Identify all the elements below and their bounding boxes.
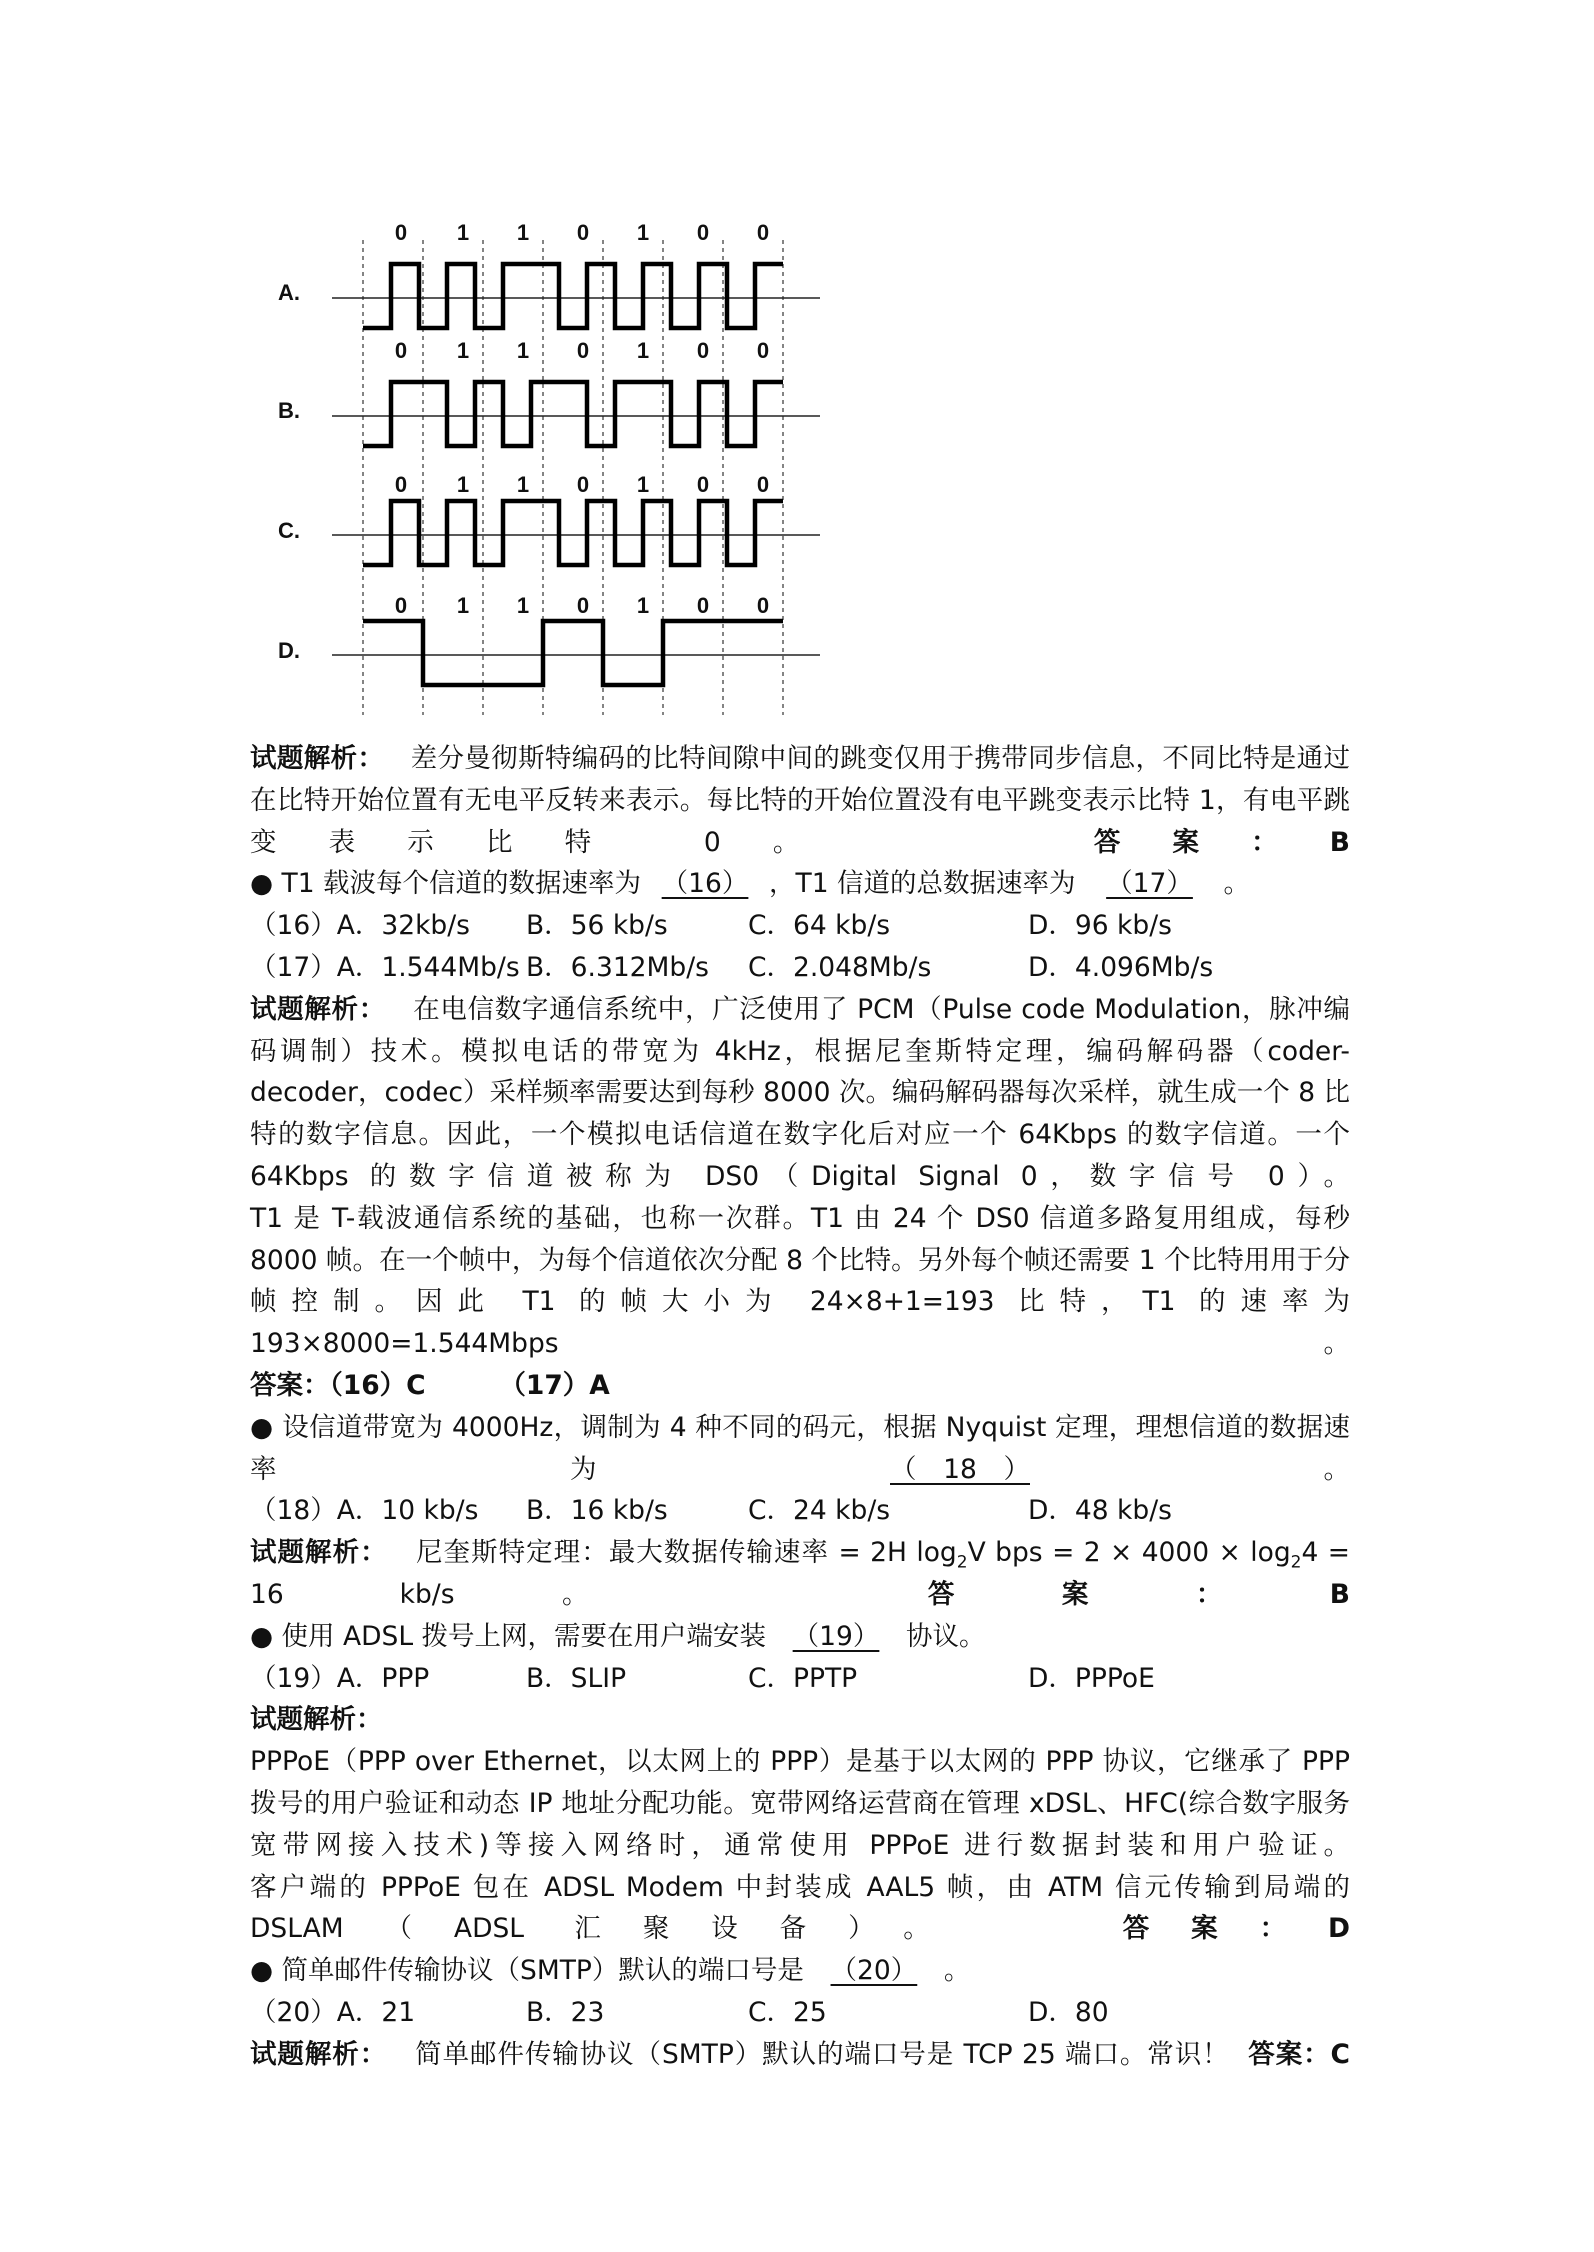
analysis-3: 试题解析： 尼奎斯特定理：最大数据传输速率 = 2H $\log_2V$ bps = $2 \times 4000 \times \log_24 = 16$ kb/s。 答案：B <box>250 1537 1351 1610</box>
answer: 答案：B <box>1093 826 1350 858</box>
waveform-d <box>363 621 783 685</box>
option-label-b: B. <box>278 398 300 423</box>
options-17 <box>250 947 1350 989</box>
question-text: ● 设信道带宽为 4000Hz，调制为 4 种不同的码元，根据 Nyquist 定理，理想信道的数据速率为 <box>250 1411 1350 1485</box>
option: C．2.048Mb/s <box>748 951 932 983</box>
options-18 <box>250 1490 1350 1532</box>
answer-blank-19: （19） <box>792 1620 880 1652</box>
option-label-d: D. <box>278 638 300 663</box>
option: （18）A．10 kb/s <box>250 1495 479 1527</box>
bit-label: 1 <box>456 338 470 363</box>
bit-label: 0 <box>576 472 590 497</box>
bit-label: 1 <box>636 220 650 245</box>
question-text: 。 <box>1030 1453 1350 1485</box>
option: B．56 kb/s <box>526 910 668 942</box>
bit-label: 1 <box>636 593 650 618</box>
option: （16）A．32kb/s <box>250 910 470 942</box>
waveform-c <box>363 501 783 565</box>
bit-label: 0 <box>756 593 770 618</box>
question-text: 。 <box>943 1955 971 1987</box>
analysis-4-continued: 客户端的 PPPoE 包在 ADSL Modem 中封装成 AAL5 帧，由 ATM 信元传输到局端的 DSLAM（ADSL 汇聚设备）。 答案：D <box>250 1871 1350 1945</box>
question-text: ● T1 载波每个信道的数据速率为 <box>250 868 642 900</box>
bit-label: 0 <box>394 338 408 363</box>
analysis-lead: 试题解析： <box>250 1704 383 1736</box>
bit-label: 0 <box>576 220 590 245</box>
analysis-text: 简单邮件传输协议（SMTP）默认的端口号是 TCP 25 端口。常识！ <box>415 2038 1230 2070</box>
bit-label: 0 <box>756 472 770 497</box>
answer-blank-17: （17） <box>1106 868 1193 900</box>
option: C．25 <box>748 1996 827 2028</box>
bit-label: 1 <box>516 338 530 363</box>
option: B．16 kb/s <box>526 1495 668 1527</box>
answer-blank-18: （18） <box>890 1453 1030 1485</box>
option-label-c: C. <box>278 518 300 543</box>
answer: 答案：D <box>1122 1913 1350 1945</box>
bit-label: 1 <box>516 593 530 618</box>
analysis-5 <box>250 2034 1350 2076</box>
bit-label: 1 <box>516 472 530 497</box>
bit-label: 1 <box>516 220 530 245</box>
options-20 <box>250 1992 1350 2034</box>
options-19 <box>250 1658 1350 1700</box>
option: （19）A．PPP <box>250 1662 430 1694</box>
option: B．23 <box>526 1996 605 2028</box>
bit-label: 0 <box>394 220 408 245</box>
question-text: ，T1 信道的总数据速率为 <box>769 868 1076 900</box>
option: D．4.096Mb/s <box>1028 951 1214 983</box>
bit-label: 0 <box>696 472 710 497</box>
analysis-text: 在电信数字通信系统中，广泛使用了 PCM（Pulse code Modulation，脉冲编码调制）技术。模拟电话的带宽为 4kHz，根据尼奎斯特定理，编码解码器（coder-decoder，codec）采样频率需要达到每秒 8000 次。编码解码器每次采样，就生成一个 8 比特的数字信息。因此，一个模拟电话信道在数字化后对应一个 64Kbps 的数字信道。一个 64Kbps 的数字信道被称为 DS0（Digital Signal 0，数字信号 0）。 <box>250 993 1350 1192</box>
bit-label: 1 <box>636 338 650 363</box>
analysis-4: PPPoE（PPP over Ethernet，以太网上的 PPP）是基于以太网的 PPP 协议，它继承了 PPP 拨号的用户验证和动态 IP 地址分配功能。宽带网络运营商在管理 xDSL、HFC(综合数字服务宽带网接入技术)等接入网络时，通常使用 PPPoE 进行数据封装和用户验证。 <box>250 1746 1350 1861</box>
bit-label: 0 <box>394 472 408 497</box>
bit-label: 0 <box>756 338 770 363</box>
bit-label: 0 <box>696 593 710 618</box>
option: D．48 kb/s <box>1028 1495 1172 1527</box>
option: C．24 kb/s <box>748 1495 891 1527</box>
question-19 <box>250 1616 1350 1658</box>
bit-label: 1 <box>456 593 470 618</box>
option: （17）A．1.544Mb/s <box>250 951 520 983</box>
bit-label: 0 <box>696 338 710 363</box>
question-16-17 <box>250 863 1350 905</box>
text-body <box>250 738 1350 2076</box>
option-label-a: A. <box>278 280 300 305</box>
bit-label: 1 <box>636 472 650 497</box>
question-20 <box>250 1950 1350 1992</box>
bit-label: 0 <box>394 593 408 618</box>
option: D．80 <box>1028 1996 1109 2028</box>
analysis-1 <box>250 738 1350 863</box>
analysis-2 <box>250 989 1350 1198</box>
question-text: ● 使用 ADSL 拨号上网，需要在用户端安装 <box>250 1620 767 1652</box>
answer: 答案：C <box>1248 2038 1350 2070</box>
option: D．PPPoE <box>1028 1662 1155 1694</box>
option: B．SLIP <box>526 1662 627 1694</box>
question-text: 。 <box>1223 868 1251 900</box>
analysis-lead: 试题解析： <box>250 993 386 1025</box>
answer: 答案：（16）C （17）A <box>250 1369 610 1401</box>
analysis-lead: 试题解析： <box>250 743 385 774</box>
bit-label: 0 <box>576 338 590 363</box>
analysis-lead: 试题解析： <box>250 1537 388 1569</box>
analysis-text: 差分曼彻斯特编码的比特间隙中间的跳变仅用于携带同步信息，不同比特是通过在比特开始位置有无电平反转来表示。每比特的开始位置没有电平跳变表示比特 1，有电平跳变表示比特 0。 <box>250 743 1351 858</box>
analysis-2-continued: T1 是 T-载波通信系统的基础，也称一次群。T1 由 24 个 DS0 信道多路复用组成，每秒 8000 帧。在一个帧中，为每个信道依次分配 8 个比特。另外每个帧还需要 1 个比特用用于分帧控制。因此 T1 的帧大小为 24×8+1=193 比特，T1 的速率为 193×8000=1.544Mbps。 <box>250 1202 1350 1360</box>
options-16 <box>250 905 1350 947</box>
analysis-lead: 试题解析： <box>250 2038 388 2070</box>
bit-label: 1 <box>456 220 470 245</box>
waveform-a <box>363 264 783 328</box>
question-text: ● 简单邮件传输协议（SMTP）默认的端口号是 <box>250 1955 804 1987</box>
option: B．6.312Mb/s <box>526 951 709 983</box>
bit-label: 0 <box>576 593 590 618</box>
bit-label: 0 <box>756 220 770 245</box>
answer: 答案：B <box>927 1578 1351 1610</box>
option: C．PPTP <box>748 1662 858 1694</box>
answer-blank-16: （16） <box>661 868 749 900</box>
option: （20）A．21 <box>250 1996 416 2028</box>
encoding-waveform-diagram <box>0 0 1594 740</box>
answer-blank-20: （20） <box>830 1955 918 1987</box>
option: D．96 kb/s <box>1028 910 1172 942</box>
question-text: 协议。 <box>906 1620 986 1652</box>
bit-label: 1 <box>456 472 470 497</box>
formula: 尼奎斯特定理：最大数据传输速率 = 2H log <box>416 1537 957 1569</box>
question-18 <box>250 1407 1350 1491</box>
bit-label: 0 <box>696 220 710 245</box>
option: C．64 kb/s <box>748 910 891 942</box>
waveform-b <box>363 382 783 446</box>
